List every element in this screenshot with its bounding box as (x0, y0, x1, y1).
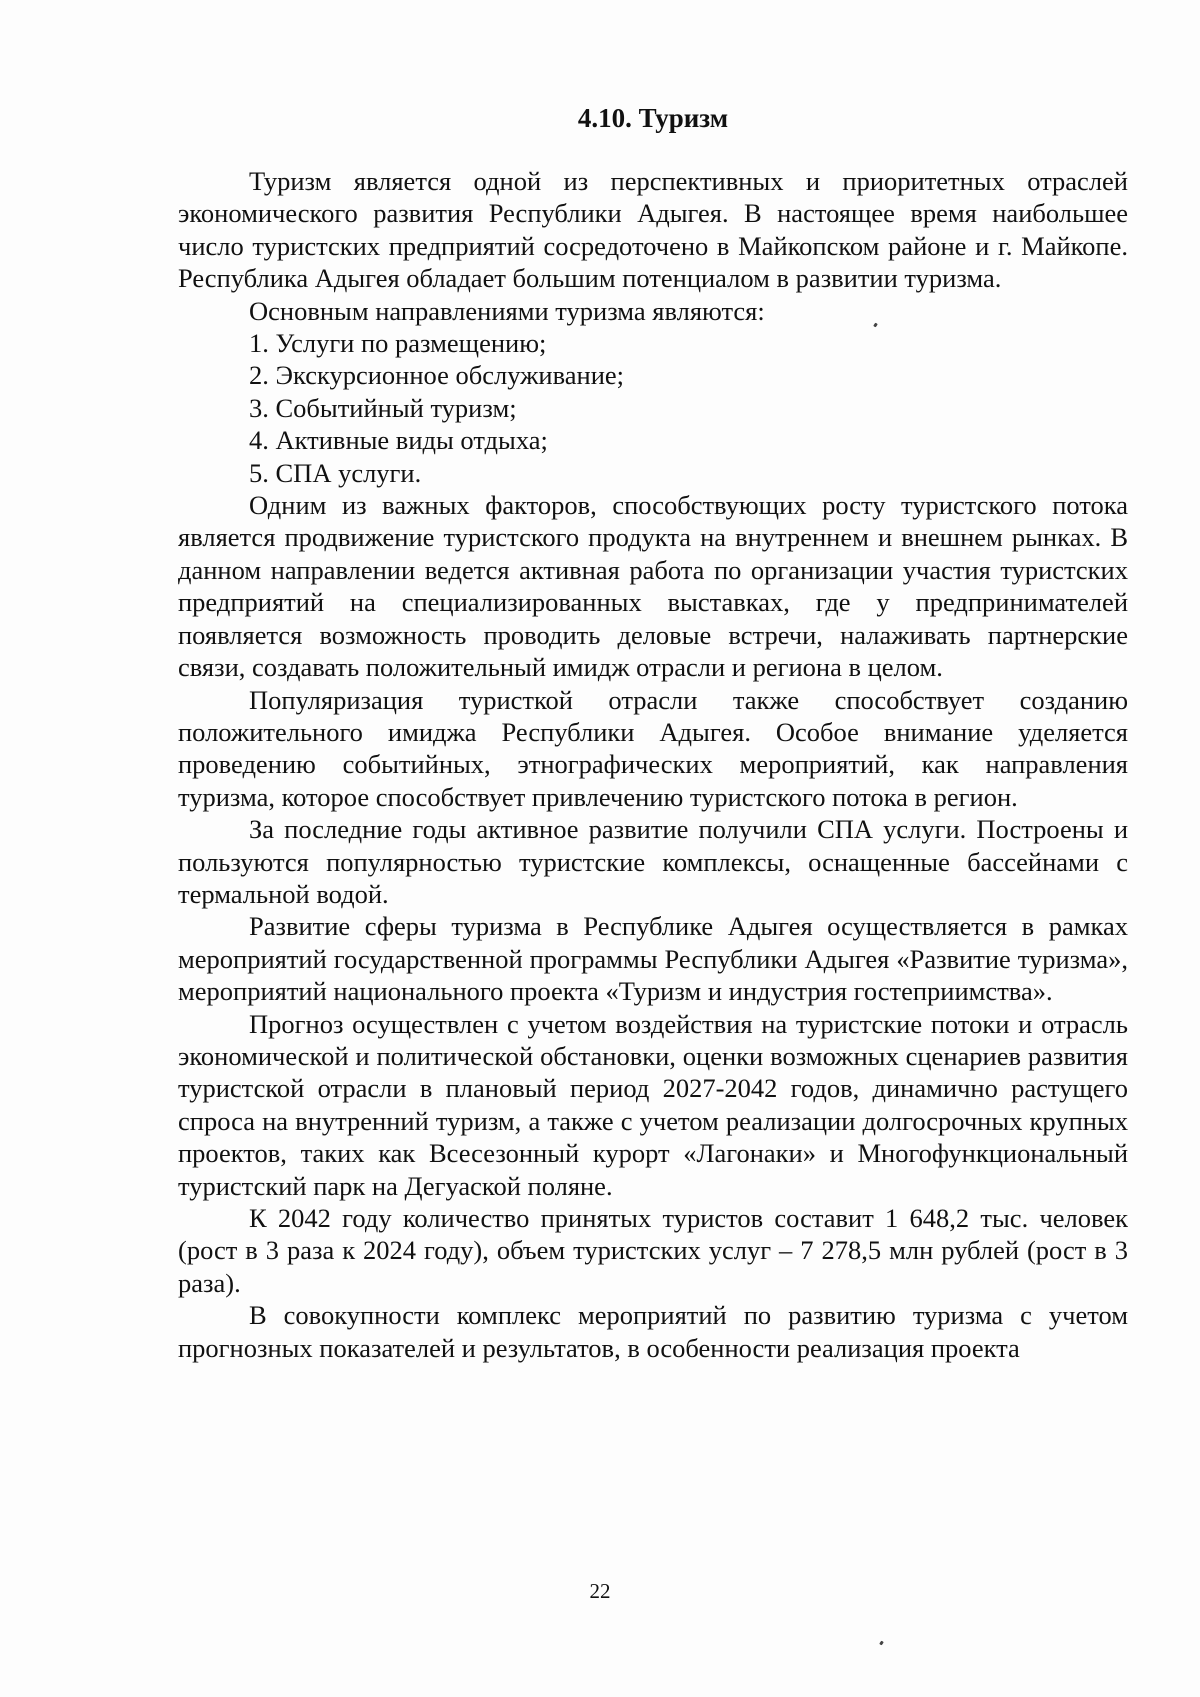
scan-speck (879, 1641, 884, 1646)
document-body (178, 100, 1128, 1364)
list-item: 4. Активные виды отдыха; (249, 425, 548, 456)
paragraph-promotion: Одним из важных факторов, способствующих росту туристского потока является продвижение туристского продукта на внутреннем и внешнем рынках. В данном направлении ведется активная работа по организации участия туристских предприятий на специализированных выставках, где у предпринимателей появляется возможность проводить деловые встречи, налаживать партнерские связи, создавать положительный имидж отрасли и региона в целом. (178, 490, 1128, 683)
list-item: 3. Событийный туризм; (249, 392, 517, 423)
paragraph-directions-lead: Основным направлениями туризма являются: (249, 295, 765, 326)
paragraph-programs: Развитие сферы туризма в Республике Адыгея осуществляется в рамках мероприятий государственной программы Республики Адыгея «Развитие туризма», мероприятий национального проекта «Туризм и индустрия гостеприимства». (178, 911, 1128, 1007)
paragraph-forecast: Прогноз осуществлен с учетом воздействия на туристские потоки и отрасль экономической и политической обстановки, оценки возможных сценариев развития туристской отрасли в плановый период 2027-2042 годов, динамично растущего спроса на внутренний туризм, а также с учетом реализации долгосрочных крупных проектов, таких как Всесезонный курорт «Лагонаки» и Многофункциональный туристский парк на Дегуаской поляне. (178, 1008, 1128, 1201)
page-number: 22 (589, 1579, 611, 1603)
paragraph-spa: За последние годы активное развитие получили СПА услуги. Построены и пользуются популярностью туристские комплексы, оснащенные бассейнами с термальной водой. (178, 814, 1128, 909)
list-item: 2. Экскурсионное обслуживание; (249, 360, 625, 391)
paragraph-popularization: Популяризация туристкой отрасли также способствует созданию положительного имиджа Республики Адыгея. Особое внимание уделяется проведению событийных, этнографических мероприятий, как направления туризма, которое способствует привлечению туристского потока в регион. (178, 684, 1128, 812)
list-item: 1. Услуги по размещению; (249, 328, 547, 359)
paragraph-intro: Туризм является одной из перспективных и приоритетных отраслей экономического развития Республики Адыгея. В настоящее время наибольшее число туристских предприятий сосредоточено в Майкопском районе и г. Майкопе. Республика Адыгея обладает большим потенциалом в развитии туризма. (178, 166, 1128, 294)
section-heading: 4.10. Туризм (577, 103, 729, 133)
list-item: 5. СПА услуги. (249, 457, 422, 488)
directions-list (178, 327, 1128, 489)
paragraph-2042-targets: К 2042 году количество принятых туристов составит 1 648,2 тыс. человек (рост в 3 раза к 2024 году), объем туристских услуг – 7 278,5 млн рублей (рост в 3 раза). (178, 1203, 1128, 1298)
paragraph-conclusion: В совокупности комплекс мероприятий по развитию туризма с учетом прогнозных показателей и результатов, в особенности реализация проекта (178, 1300, 1128, 1363)
